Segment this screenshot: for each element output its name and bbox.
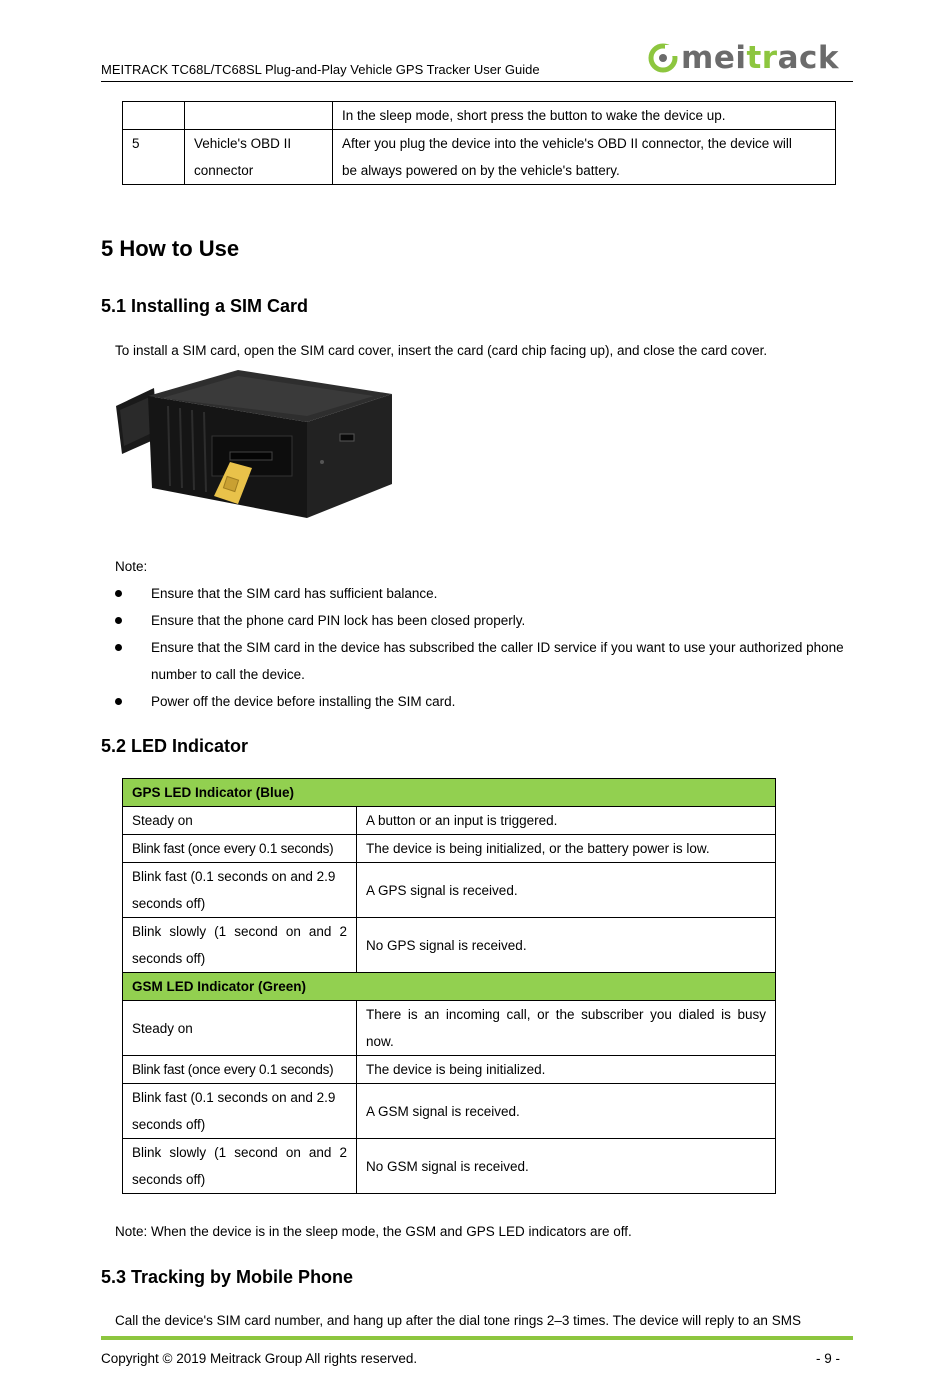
table-cell: The device is being initialized. xyxy=(357,1056,776,1084)
table-row xyxy=(123,1084,776,1139)
table-cell xyxy=(185,130,333,185)
table-row xyxy=(123,918,776,973)
table-cell: Steady on xyxy=(123,1001,357,1056)
cell-line: connector xyxy=(194,163,254,178)
table-cell: The device is being initialized, or the battery power is low. xyxy=(357,835,776,863)
sim-notes-list xyxy=(115,580,855,715)
table-cell xyxy=(357,1001,776,1056)
table-row xyxy=(123,130,836,185)
table-cell xyxy=(123,918,357,973)
meitrack-logo-text: meitrack xyxy=(681,40,839,76)
section-heading-5-3: 5.3 Tracking by Mobile Phone xyxy=(101,1267,354,1287)
tracking-paragraph: Call the device's SIM card number, and hang up after the dial tone rings 2–3 times. The device will reply to an SMS xyxy=(115,1313,801,1328)
table-cell: A GPS signal is received. xyxy=(357,863,776,918)
table-cell xyxy=(123,863,357,918)
cell-line: There is an incoming call, or the subscriber you dialed is busy xyxy=(366,1007,766,1022)
document-title: MEITRACK TC68L/TC68SL Plug-and-Play Vehicle GPS Tracker User Guide xyxy=(101,62,540,77)
list-item: Power off the device before installing the SIM card. xyxy=(115,688,855,715)
cell-line: seconds off) xyxy=(132,896,206,911)
cell-line: Blink slowly (1 second on and 2 xyxy=(132,1145,347,1160)
cell-line: After you plug the device into the vehicle's OBD II connector, the device will xyxy=(342,136,792,151)
table-cell: No GPS signal is received. xyxy=(357,918,776,973)
copyright-text: Copyright © 2019 Meitrack Group All rights reserved. xyxy=(101,1351,418,1366)
table-row xyxy=(123,863,776,918)
list-item: Ensure that the SIM card in the device has subscribed the caller ID service if you want to use your authorized phone number to call the device. xyxy=(115,634,855,688)
list-item: Ensure that the phone card PIN lock has been closed properly. xyxy=(115,607,855,634)
table-cell: A GSM signal is received. xyxy=(357,1084,776,1139)
page-number: - 9 - xyxy=(815,1351,840,1366)
cell-line: be always powered on by the vehicle's battery. xyxy=(342,163,620,178)
meitrack-logo-icon xyxy=(648,43,678,73)
table-row xyxy=(123,835,776,863)
table-row xyxy=(123,1139,776,1194)
table-cell: Blink fast (once every 0.1 seconds) xyxy=(123,835,357,863)
cell-line: Blink fast (0.1 seconds on and 2.9 xyxy=(132,1090,336,1105)
table-cell: No GSM signal is received. xyxy=(357,1139,776,1194)
sim-install-paragraph: To install a SIM card, open the SIM card cover, insert the card (card chip facing up), and close the card cover. xyxy=(115,343,768,358)
cell-line: Blink slowly (1 second on and 2 xyxy=(132,924,347,939)
cell-line: seconds off) xyxy=(132,1117,206,1132)
table-cell: 5 xyxy=(123,130,185,185)
table-cell: Steady on xyxy=(123,807,357,835)
key-description-table xyxy=(122,101,836,185)
led-note: Note: When the device is in the sleep mode, the GSM and GPS LED indicators are off. xyxy=(115,1224,632,1239)
note-label: Note: xyxy=(115,559,148,574)
table-row xyxy=(123,779,776,807)
table-cell: Blink fast (once every 0.1 seconds) xyxy=(123,1056,357,1084)
table-row xyxy=(123,807,776,835)
cell-line: seconds off) xyxy=(132,1172,206,1187)
page-header xyxy=(101,40,853,82)
table-row xyxy=(123,1001,776,1056)
gps-led-header: GPS LED Indicator (Blue) xyxy=(123,779,776,807)
table-cell xyxy=(123,1084,357,1139)
cell-line: Blink fast (0.1 seconds on and 2.9 xyxy=(132,869,336,884)
led-indicator-table xyxy=(122,778,776,1194)
table-cell xyxy=(185,102,333,130)
section-heading-5-2: 5.2 LED Indicator xyxy=(101,736,249,756)
table-cell xyxy=(123,1139,357,1194)
cell-line: now. xyxy=(366,1034,394,1049)
table-cell xyxy=(333,130,836,185)
cell-line: Vehicle's OBD II xyxy=(194,136,292,151)
section-heading-5: 5 How to Use xyxy=(101,236,240,261)
device-sim-illustration xyxy=(112,366,397,526)
footer-divider xyxy=(101,1336,853,1340)
meitrack-logo xyxy=(648,38,839,78)
table-cell xyxy=(123,102,185,130)
cell-line: seconds off) xyxy=(132,951,206,966)
list-item: Ensure that the SIM card has sufficient balance. xyxy=(115,580,855,607)
table-row xyxy=(123,1056,776,1084)
section-heading-5-1: 5.1 Installing a SIM Card xyxy=(101,296,309,316)
table-row xyxy=(123,102,836,130)
table-cell: A button or an input is triggered. xyxy=(357,807,776,835)
table-cell: In the sleep mode, short press the button to wake the device up. xyxy=(333,102,836,130)
gsm-led-header: GSM LED Indicator (Green) xyxy=(123,973,776,1001)
table-row xyxy=(123,973,776,1001)
